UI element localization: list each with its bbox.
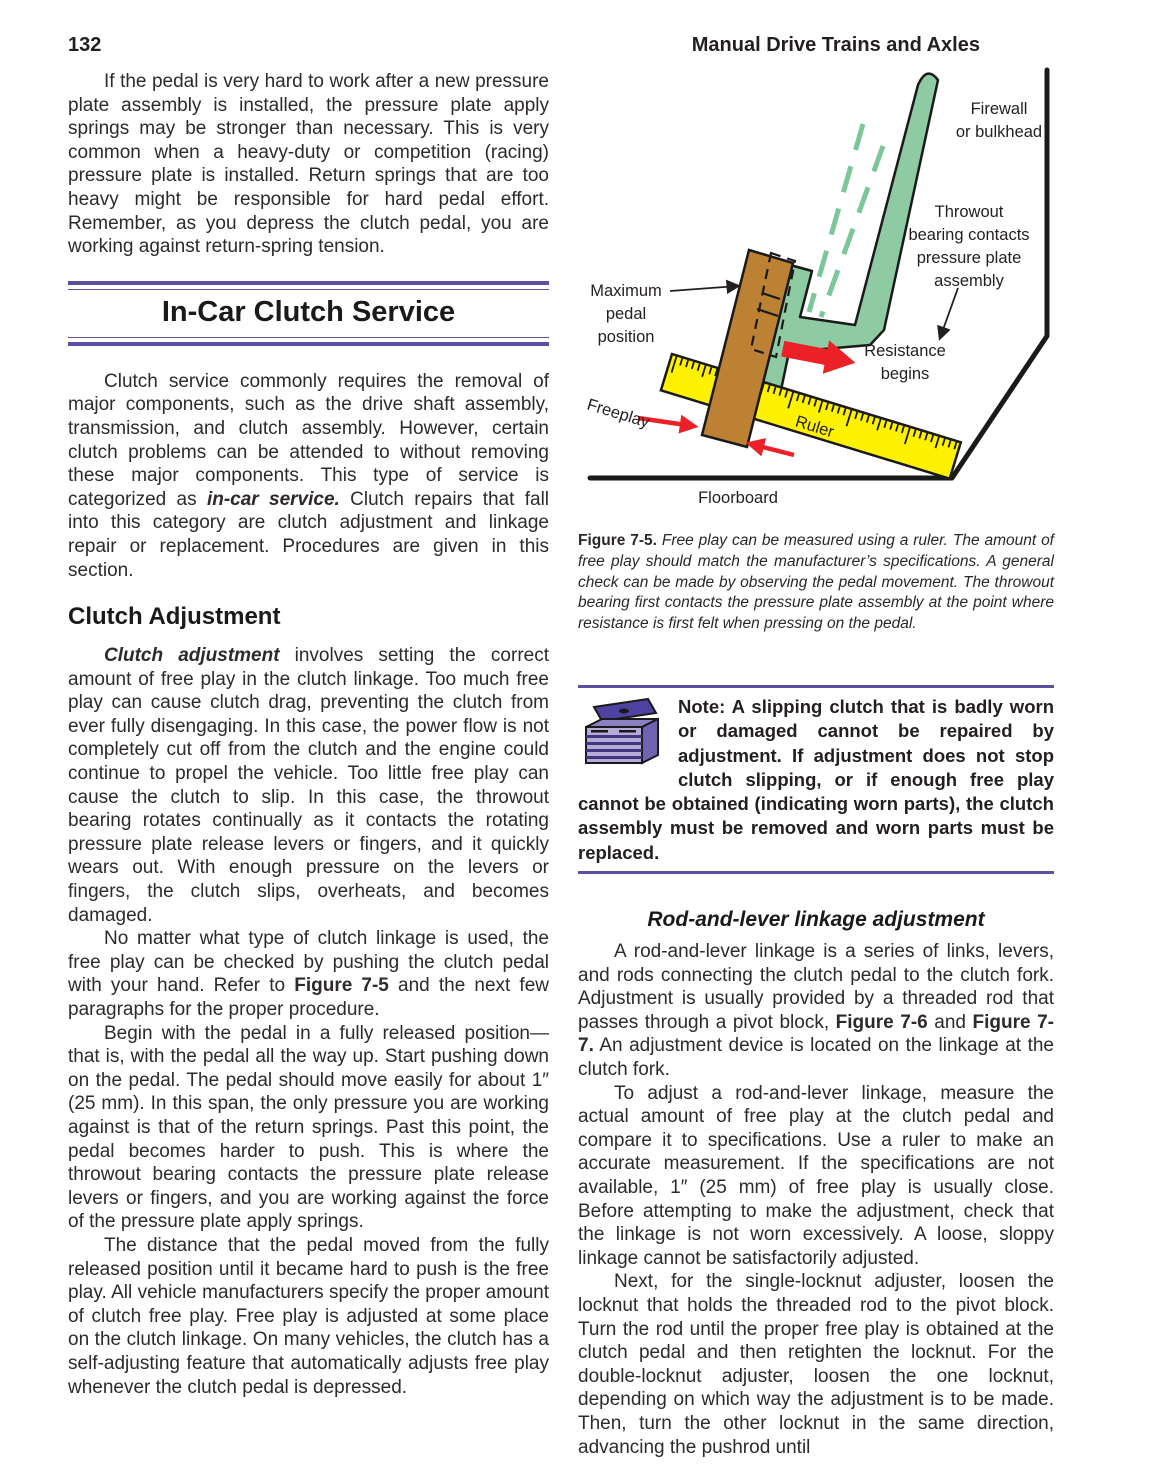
- ruler-label: Ruler: [793, 412, 837, 442]
- label-freeplay: Freeplay: [584, 395, 652, 432]
- label-throwout: pressure plate: [916, 249, 1022, 267]
- page-number: 132: [68, 34, 102, 56]
- label-throwout: assembly: [934, 272, 1004, 290]
- label-max-pedal: Maximum: [590, 282, 662, 300]
- throwout-leader-arrow: [940, 288, 958, 338]
- section-title: In-Car Clutch Service: [161, 295, 456, 328]
- figure-caption: Figure 7-5. Free play can be measured using a ruler. The amount of free play should match the manufacturer’s specifications. A general check can be made by observing the pedal movement. The throwout bearing first contacts the pressure plate assembly at the point where resistance is first felt when pressing on the pedal.: [578, 532, 1059, 633]
- note-rule-bottom: [578, 871, 1054, 874]
- running-head: Manual Drive Trains and Axles: [691, 34, 980, 56]
- freeplay-arrow-right: [751, 444, 794, 455]
- label-max-pedal: position: [597, 328, 655, 346]
- note-box: [578, 688, 1054, 871]
- right-column: [578, 62, 1060, 1459]
- double-rule-bottom: [68, 337, 549, 346]
- body-paragraph: To adjust a rod-and-lever linkage, measure the actual amount of free play at the clutch pedal and compare it to specifications. Use a ruler to make an accurate measurement. If the specifications are not available, 1″ (25 mm) of free play is usually close. Before attempting to make the adjustment, check that the linkage is not worn excessively. A loose, sloppy linkage cannot be satisfactorily adjusted.: [578, 1082, 1054, 1269]
- figure-7-5-diagram: [578, 62, 1058, 512]
- toolbox-icon: [578, 697, 666, 771]
- note-text: Note: A slipping clutch that is badly worn or damaged cannot be repaired by adjustment. If adjustment does not stop clutch slipping, or if enough free play cannot be obtained (indicating worn parts), the clutch assembly must be removed and worn parts must be replaced.: [578, 695, 1054, 863]
- subsection-heading-italic: Rod-and-lever linkage adjustment: [647, 908, 985, 932]
- left-column: [68, 70, 555, 1399]
- label-resistance: Resistance: [864, 342, 946, 360]
- double-rule-top: [68, 281, 549, 290]
- label-throwout: bearing contacts: [908, 226, 1030, 244]
- pedal-travel-dashed-line: [809, 124, 863, 312]
- body-paragraph: Begin with the pedal in a fully released position—that is, with the pedal all the way up. Start pushing down on the pedal. The pedal should move easily for about 1″ (25 mm). In this span, the only pressure you are working against is that of the return springs. Past this point, the pedal becomes harder to push. This is where the throwout bearing contacts the pressure plate release levers or fingers, and you are working against the force of the pressure plate apply springs.: [68, 1022, 549, 1233]
- label-resistance: begins: [880, 365, 930, 383]
- label-max-pedal: pedal: [605, 305, 647, 323]
- body-paragraph: If the pedal is very hard to work after a new pressure plate assembly is installed, the pressure plate apply springs may be stronger than necessary. This is very common when a heavy-duty or competition (racing) pressure plate is installed. Return springs that are too heavy might be responsible for hard pedal effort. Remember, as you depress the clutch pedal, you are working against return-spring tension.: [68, 71, 549, 258]
- max-pedal-leader-arrow: [670, 286, 738, 291]
- body-paragraph: No matter what type of clutch linkage is used, the free play can be checked by pushing the clutch pedal with your hand. Refer to Figure 7-5 and the next few paragraphs for the proper procedure.: [68, 928, 555, 1020]
- label-firewall: or bulkhead: [955, 123, 1043, 141]
- body-paragraph: Next, for the single-locknut adjuster, loosen the locknut that holds the threaded rod to the pivot block. Turn the rod until the proper free play is obtained at the clutch pedal and then retighten the locknut. For the double-locknut adjuster, loosen the one locknut, depending on which way the adjustment is to be made. Then, turn the other locknut in the same direction, advancing the pushrod until: [578, 1271, 1054, 1458]
- body-paragraph: Clutch adjustment involves setting the correct amount of free play in the clutch linkage. Too much free play can cause clutch drag, preventing the clutch from ever fully disengaging. In this case, the power flow is not completely cut off from the clutch and the engine could continue to propel the vehicle. Too little free play can cause the clutch to slip. In this case, the throwout bearing rotates continually as it contacts the rotating pressure plate release levers or fingers, and it quickly wears out. With enough pressure on the levers or fingers, the clutch slips, overheats, and becomes damaged.: [68, 645, 555, 926]
- section-heading-block: [68, 281, 549, 346]
- body-paragraph: Clutch service commonly requires the removal of major components, such as the drive shaft assembly, transmission, and clutch assembly. However, certain clutch problems can be attended to without removing these major components. This type of service is categorized as in-car service. Clutch repairs that fall into this category are clutch adjustment and linkage repair or replacement. Procedures are given in this section.: [68, 370, 555, 581]
- body-paragraph: A rod-and-lever linkage is a series of links, levers, and rods connecting the clutch pedal to the clutch fork. Adjustment is usually provided by a threaded rod that passes through a pivot block, Figure 7-6 and Figure 7-7. An adjustment device is located on the linkage at the clutch fork.: [578, 941, 1060, 1081]
- label-floorboard: Floorboard: [698, 489, 778, 507]
- label-firewall: Firewall: [970, 100, 1028, 118]
- body-paragraph: The distance that the pedal moved from the fully released position until it became hard to push is the free play. All vehicle manufacturers specify the proper amount of clutch free play. Free play is adjusted at some place on the clutch linkage. On many vehicles, the clutch has a self-adjusting feature that automatically adjusts free play whenever the clutch pedal is depressed.: [68, 1234, 549, 1398]
- label-throwout: Throwout: [934, 203, 1004, 221]
- subsection-heading: Clutch Adjustment: [68, 603, 281, 631]
